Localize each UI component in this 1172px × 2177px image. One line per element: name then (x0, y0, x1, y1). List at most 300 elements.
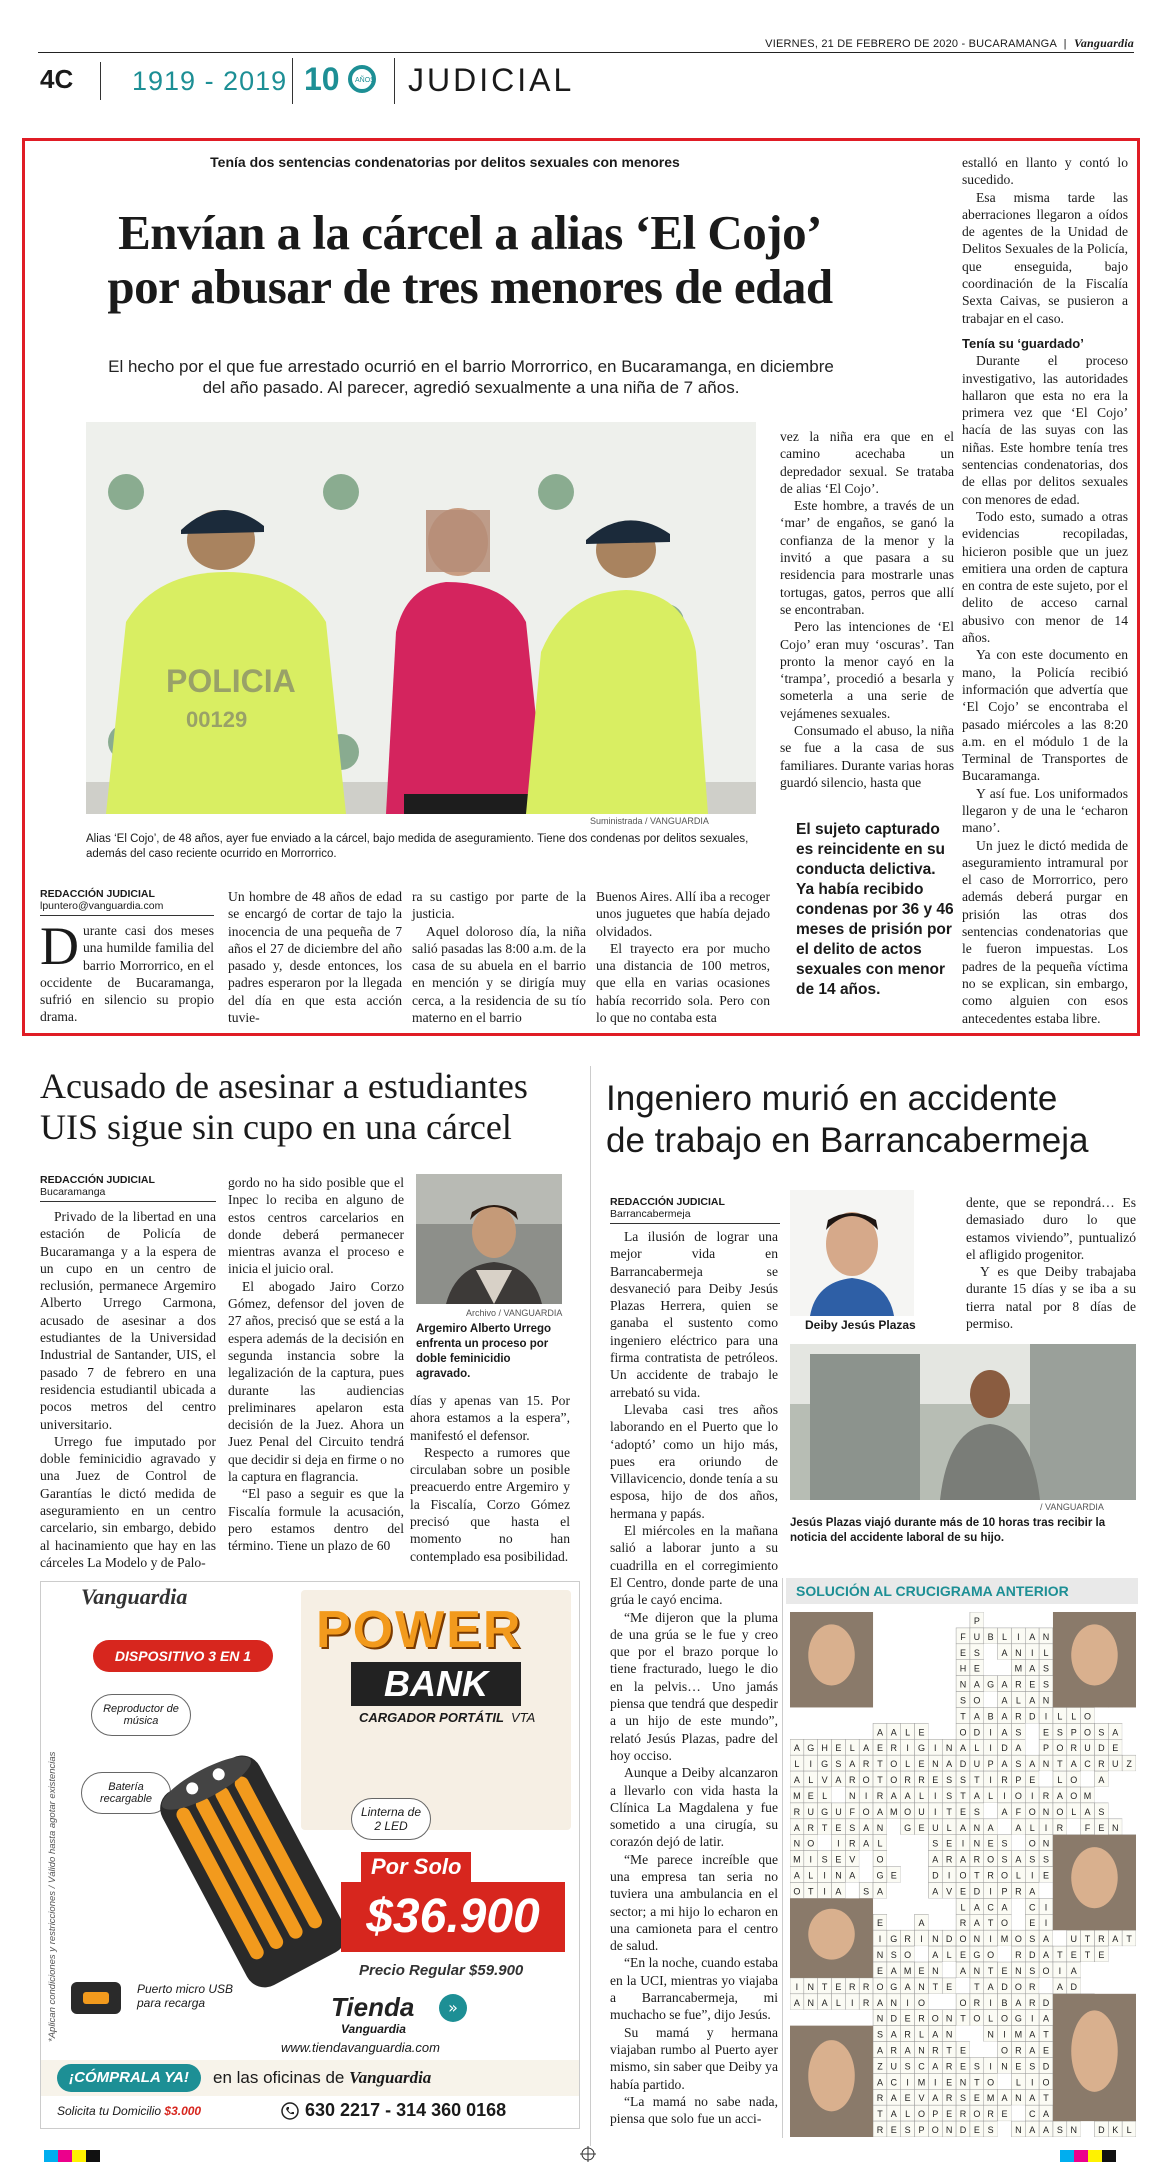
story-kicker: Tenía dos sentencias condenatorias por delitos sexuales con menores (210, 154, 680, 170)
crossword-cell (859, 1723, 873, 1739)
crossword-cell (1108, 1707, 1122, 1723)
crossword-cell (873, 1707, 887, 1723)
crossword-cell (1011, 1835, 1025, 1851)
crossword-cell (1108, 1803, 1122, 1819)
crossword-letter: P (1070, 1727, 1077, 1738)
crossword-letter: L (1057, 1711, 1063, 1722)
crossword-letter: U (1084, 1743, 1091, 1754)
crossword-letter: U (835, 1806, 842, 1817)
cyan-swatch (1060, 2150, 1074, 2162)
crossword-letter: A (1112, 1934, 1119, 1945)
crossword-letter: F (849, 1806, 856, 1817)
crossword-cell (984, 1803, 998, 1819)
crossword-cell (887, 1914, 901, 1930)
ad-product-sub: CARGADOR PORTÁTIL (359, 1710, 504, 1725)
crossword-letter: I (906, 1743, 909, 1754)
headline-line: Acusado de asesinar a estudiantes (40, 1066, 528, 1106)
crossword-letter: A (1001, 1679, 1008, 1690)
crossword-letter: E (987, 1838, 994, 1849)
crossword-cell (1067, 1819, 1081, 1835)
crossword-letter: O (890, 1759, 898, 1770)
crossword-letter: A (890, 1790, 897, 1801)
crossword-letter: E (1112, 1743, 1119, 1754)
crossword-cell (1025, 1739, 1039, 1755)
crossword-letter: P (1043, 1743, 1050, 1754)
crossword-letter: R (959, 2109, 967, 2120)
main-photo-caption: Alias ‘El Cojo’, de 48 años, ayer fue enviado a la cárcel, bajo medida de aseguramiento. Tiene dos condenas por delitos sexuales, además del caso reciente ocurrido en Morrorrico. (86, 833, 749, 860)
crossword-letter: R (904, 1934, 911, 1945)
crossword-letter: H (959, 1663, 967, 1674)
crossword-letter: A (959, 1854, 967, 1865)
crossword-letter: S (1029, 1965, 1036, 1976)
crossword-letter: S (1029, 2061, 1036, 2072)
paragraph: Un hombre de 48 años de edad se encargó de cortar de tajo la inocencia de una pequeña de 7 años el 27 de diciembre del año pasado y, desde entonces, los padres esperaron por la llegada del día en que esta acción tuvie- (228, 889, 402, 1026)
ad-cta-button[interactable]: ¡CÓMPRALA YA! (57, 2064, 201, 2092)
crossword-letter: S (946, 1790, 953, 1801)
crossword-letter: S (863, 1886, 870, 1897)
crossword-letter: C (987, 1902, 994, 1913)
crossword-cell (901, 1707, 915, 1723)
crossword-cell (942, 1676, 956, 1692)
crossword-letter: M (890, 1806, 898, 1817)
crossword-letter: I (989, 1727, 992, 1738)
crossword-letter: N (849, 1790, 856, 1801)
crossword-letter: V (918, 2093, 925, 2104)
svg-text:00129: 00129 (186, 707, 248, 732)
crossword-letter: L (946, 1950, 952, 1961)
crossword-letter: R (876, 2093, 884, 2104)
crossword-letter: I (989, 1934, 992, 1945)
crossword-cell (915, 1676, 929, 1692)
crossword-letter: A (835, 1886, 842, 1897)
crossword-cell (942, 1723, 956, 1739)
crossword-cell (1039, 1612, 1053, 1628)
paragraph: Durante el proceso investigativo, las autoridades hallaron que esta no era la primera vez que ‘El Cojo’ hacía de las suyas con las niñas. Este hombre tenía tres sentencias condenatorias, dos de ellas por delitos sexuales con menores de edad. (962, 353, 1128, 507)
crossword-cell (818, 1723, 832, 1739)
crossword-letter: M (1014, 1663, 1023, 1674)
crossword-letter: I (1003, 2029, 1006, 2040)
crossword-letter: E (1001, 2109, 1008, 2120)
pull-quote: El sujeto capturado es reincidente en su conducta delictiva. Ya había recibido condenas por 36 y 46 meses de prisión por el delito de actos sexuales con menor de 14 años. (796, 821, 954, 998)
crossword-cell (1039, 1978, 1053, 1994)
crossword-letter: N (1042, 1631, 1050, 1642)
crossword-letter: N (890, 1997, 898, 2008)
crossword-cell (887, 1676, 901, 1692)
crossword-letter: E (959, 1950, 967, 1961)
date-text: VIERNES, 21 DE FEBRERO DE 2020 - BUCARAMANGA (765, 38, 1057, 50)
crossword-cell (915, 1707, 929, 1723)
crossword-letter: D (959, 1759, 967, 1770)
crossword-letter: R (876, 1790, 884, 1801)
byline-place: Barrancabermeja (610, 1208, 691, 1220)
crossword-letter: R (904, 2029, 911, 2040)
crossword-cell (1094, 1787, 1108, 1803)
crossword-grid (790, 1612, 1136, 2137)
crossword-letter: I (823, 1886, 826, 1897)
ad-url[interactable]: www.tiendavanguardia.com (281, 2040, 440, 2055)
crossword-letter: E (1029, 1775, 1036, 1786)
crossword-cell (956, 2026, 970, 2042)
crossword-letter: L (905, 1759, 911, 1770)
black-swatch (86, 2150, 100, 2162)
crossword-letter: S (973, 1647, 980, 1658)
crossword-letter: F (1015, 1806, 1022, 1817)
headline-line: Envían a la cárcel a alias ‘El Cojo’ (118, 205, 822, 260)
crossword-letter: S (876, 2029, 883, 2040)
crossword-letter: G (821, 1759, 829, 1770)
crossword-letter: I (934, 1743, 937, 1754)
crossword-letter: E (890, 1870, 897, 1881)
crossword-letter: A (793, 1822, 800, 1833)
crossword-letter: A (1029, 1759, 1036, 1770)
crossword-letter: A (959, 1822, 967, 1833)
engineer-portrait (790, 1190, 914, 1316)
crossword-letter: R (1028, 1981, 1036, 1992)
paragraph: estalló en llanto y contó lo sucedido. (962, 155, 1128, 188)
crossword-letter: E (876, 1743, 883, 1754)
crossword-letter: A (1001, 1727, 1008, 1738)
crossword-letter: O (917, 2109, 925, 2120)
main-col-5 (780, 428, 954, 791)
crossword-letter: I (864, 1790, 868, 1801)
crossword-cell (832, 2010, 846, 2026)
crossword-cell (1108, 1787, 1122, 1803)
crossword-letter: I (795, 1981, 799, 1992)
uis-headline (40, 1066, 600, 1148)
crossword-cell (928, 1692, 942, 1708)
crossword-letter: S (1043, 1854, 1050, 1865)
crossword-letter: N (1015, 1647, 1022, 1658)
crossword-letter: E (1015, 2061, 1022, 2072)
crossword-letter: I (1030, 2077, 1034, 2088)
crossword-cell (915, 1867, 929, 1883)
crossword-letter: A (876, 1806, 883, 1817)
crossword-cell (1122, 1803, 1136, 1819)
ad-product-title-2: BANK (351, 1662, 521, 1706)
anniversary-logo (300, 56, 390, 100)
paragraph: Este hombre, a través de un ‘mar’ de engaños, se ganó la confianza de la menor y la invitó a que pasara a su residencia para mostrarle unas tortugas, gatos, perros que allí se encontraban. (780, 498, 954, 617)
crossword-letter: O (959, 1934, 967, 1945)
crossword-letter: L (1071, 1711, 1077, 1722)
crossword-letter: V (821, 1775, 828, 1786)
crossword-letter: A (1070, 1759, 1077, 1770)
brand-name: Vanguardia (1073, 36, 1134, 50)
crossword-letter: A (1056, 1790, 1063, 1801)
crossword-cell (901, 1867, 915, 1883)
crossword-letter: O (904, 1806, 912, 1817)
crossword-cell (1011, 1914, 1025, 1930)
crossword-letter: G (890, 1934, 898, 1945)
crossword-letter: R (945, 2061, 953, 2072)
crossword-letter: A (793, 1870, 800, 1881)
crossword-letter: A (1029, 1631, 1036, 1642)
crossword-letter: I (989, 1997, 992, 2008)
paragraph: urante casi dos meses una humilde familia del barrio Morrorrico, en el occidente de Bucaramanga, sufrió en silencio su propio drama. (40, 923, 214, 1025)
engineer-photo-caption: Jesús Plazas viajó durante más de 10 horas tras recibir la noticia del accidente laboral de su hijo. (790, 1517, 1106, 1544)
crossword-letter: O (931, 2013, 939, 2024)
paragraph: El trayecto era por mucho una distancia de 100 metros, que ella en varias ocasiones había recorrido sola. Pero con lo que no contaba esta (596, 940, 770, 1026)
crossword-portrait (790, 1898, 873, 1978)
crossword-letter: T (1043, 2093, 1049, 2104)
crossword-letter: R (1056, 1822, 1064, 1833)
print-registration-marks (44, 2150, 100, 2162)
crossword-letter: A (1001, 1759, 1008, 1770)
paragraph: vez la niña era que en el camino acechaba un depredador sexual. Se trataba de alias ‘El Cojo’. (780, 429, 954, 496)
crossword-cell (942, 1962, 956, 1978)
crossword-letter: A (835, 1775, 842, 1786)
crossword-cell (845, 2010, 859, 2026)
byline-name: REDACCIÓN JUDICIAL (610, 1196, 725, 1208)
crossword-portrait (790, 1612, 873, 1707)
crossword-letter: O (987, 1854, 995, 1865)
crossword-letter: R (987, 1870, 994, 1881)
crossword-letter: E (1098, 1822, 1105, 1833)
crossword-letter: E (876, 1965, 883, 1976)
crossword-letter: F (960, 1631, 966, 1642)
crossword-letter: A (1029, 2045, 1036, 2056)
crossword-cell (873, 1676, 887, 1692)
crossword-letter: N (1042, 1838, 1050, 1849)
crossword-letter: T (987, 1965, 994, 1976)
crossword-letter: L (1071, 1806, 1077, 1817)
crossword-cell (928, 1994, 942, 2010)
crossword-letter: N (1015, 2093, 1022, 2104)
crossword-cell (1108, 1962, 1122, 1978)
crossword-cell (1081, 1962, 1095, 1978)
crossword-letter: S (973, 1806, 980, 1817)
crossword-cell (901, 1835, 915, 1851)
crossword-letter: G (1014, 2013, 1022, 2024)
crossword-cell (901, 1628, 915, 1644)
crossword-cell (845, 1707, 859, 1723)
crossword-letter: U (973, 1759, 981, 1770)
crossword-letter: N (959, 1679, 967, 1690)
crossword-letter: R (1070, 1743, 1077, 1754)
crossword-cell (942, 1628, 956, 1644)
ad-side-note: *Aplican condiciones y restricciones / Válido hasta agotar existencias (47, 1751, 58, 2042)
crossword-letter: L (974, 1743, 980, 1754)
crossword-letter: R (1042, 1790, 1050, 1801)
headline-line: por abusar de tres menores de edad (107, 259, 833, 314)
ad-badge: DISPOSITIVO 3 EN 1 (93, 1640, 273, 1672)
usb-icon (71, 1982, 121, 2014)
crossword-letter: R (1028, 1997, 1036, 2008)
crossword-letter: C (918, 2061, 925, 2072)
crossword-letter: S (1029, 1934, 1036, 1945)
paragraph: dente, que se repondrá… Es demasiado duro lo que estamos viviendo”, puntualizó el afligido progenitor. (966, 1195, 1136, 1262)
uis-col-1 (40, 1208, 216, 1571)
crossword-letter: R (849, 1775, 856, 1786)
crossword-cell (859, 1867, 873, 1883)
crossword-letter: O (1001, 1870, 1009, 1881)
crossword-letter: A (1098, 1775, 1105, 1786)
column-divider (590, 1066, 591, 2146)
crossword-cell (928, 1723, 942, 1739)
paragraph: “En la noche, cuando estaba en la UCI, mientras yo viajaba a Barrancabermeja, mi muchacho se fue”, dijo Jesús. (610, 1955, 778, 2023)
crossword-letter: A (876, 2045, 883, 2056)
crossword-letter: A (932, 1886, 939, 1897)
crossword-letter: O (1014, 1790, 1022, 1801)
crossword-letter: S (1015, 1759, 1022, 1770)
crossword-cell (873, 1644, 887, 1660)
crossword-letter: R (793, 1806, 801, 1817)
crossword-letter: E (835, 1743, 842, 1754)
crossword-letter: S (1056, 1727, 1063, 1738)
crossword-letter: O (1014, 1981, 1022, 1992)
svg-text:10: 10 (304, 61, 340, 97)
crossword-letter: A (932, 2061, 939, 2072)
phone-icon (281, 2102, 299, 2120)
crossword-letter: I (934, 1806, 937, 1817)
crossword-letter: I (878, 1934, 882, 1945)
crossword-cell (1081, 1771, 1095, 1787)
crossword-letter: G (807, 1743, 815, 1754)
crossword-cell (818, 1707, 832, 1723)
crossword-letter: N (1001, 2061, 1008, 2072)
crossword-letter: A (1056, 1981, 1063, 1992)
crossword-cell (1011, 1612, 1025, 1628)
crossword-title: SOLUCIÓN AL CRUCIGRAMA ANTERIOR (796, 1583, 1069, 1599)
power-bank-ad[interactable] (40, 1581, 580, 2129)
main-byline (40, 888, 214, 916)
crossword-cell (1122, 1723, 1136, 1739)
crossword-letter: I (1030, 2013, 1034, 2024)
crossword-letter: N (1015, 1965, 1022, 1976)
crossword-letter: O (876, 1981, 884, 1992)
uis-photo-caption: Argemiro Alberto Urrego enfrenta un proceso por doble feminicidio agravado. (416, 1323, 552, 1380)
crossword-letter: A (793, 1775, 800, 1786)
crossword-letter: L (849, 1743, 855, 1754)
engineer-portrait-caption: Deiby Jesús Plazas (805, 1318, 916, 1332)
crossword-letter: Z (877, 2061, 883, 2072)
paragraph: Aunque a Deiby alcanzaron a llevarlo con vida hasta la Clínica La Magdalena y fue sometido a una cirugía, su corazón dejó de latir. (610, 1765, 778, 1850)
crossword-cell (915, 1660, 929, 1676)
crossword-letter: N (932, 1965, 939, 1976)
crossword-letter: T (1057, 1950, 1063, 1961)
crossword-letter: N (1042, 1759, 1050, 1770)
ad-price: $36.900 (341, 1882, 565, 1952)
crossword-cell (1122, 1787, 1136, 1803)
crossword-letter: O (1042, 2077, 1050, 2088)
header-rule (38, 52, 1134, 53)
crossword-letter: I (989, 1886, 992, 1897)
crossword-cell (915, 1612, 929, 1628)
crossword-letter: D (932, 1870, 939, 1881)
crossword-letter: A (863, 1743, 870, 1754)
crossword-letter: A (876, 1727, 883, 1738)
crossword-letter: N (1042, 1806, 1050, 1817)
crossword-cell (1011, 2105, 1025, 2121)
crossword-letter: R (890, 1743, 898, 1754)
crossword-letter: L (1057, 1775, 1063, 1786)
uis-col-3 (410, 1392, 570, 1565)
crossword-cell (901, 1660, 915, 1676)
crossword-letter: S (1098, 1806, 1105, 1817)
crossword-letter: A (959, 1965, 967, 1976)
crossword-letter: M (917, 2077, 926, 2088)
crossword-cell (956, 1612, 970, 1628)
crossword-letter: O (1056, 1806, 1064, 1817)
paragraph: “Me parece increíble que una empresa tan seria no tuviera una ambulancia en el sector; a mi hijo lo echaron en una camioneta para el centro de salud. (610, 1851, 778, 1954)
crossword-cell (928, 1644, 942, 1660)
crossword-letter: L (1043, 1647, 1049, 1658)
crossword-letter: P (918, 2125, 925, 2136)
crossword-letter: S (890, 1950, 897, 1961)
header-divider (100, 62, 101, 100)
ad-feature-1: Reproductor de música (91, 1694, 191, 1736)
crossword-letter: O (1084, 1711, 1092, 1722)
crossword-letter: U (918, 1806, 925, 1817)
crossword-cell (887, 1851, 901, 1867)
crossword-letter: E (1043, 1870, 1050, 1881)
crossword-letter: A (932, 1854, 939, 1865)
main-photo (86, 422, 756, 814)
crossword-letter: S (959, 2093, 967, 2104)
crossword-cell (1122, 1819, 1136, 1835)
crossword-letter: A (890, 2109, 897, 2120)
crossword-letter: R (807, 1822, 815, 1833)
crossword-letter: A (1015, 1822, 1022, 1833)
crossword-letter: N (973, 1965, 981, 1976)
crossword-letter: E (890, 2125, 897, 2136)
crossword-letter: I (851, 1997, 854, 2008)
ad-feature-3: Linterna de 2 LED (351, 1798, 431, 1840)
crossword-letter: A (890, 1727, 897, 1738)
crossword-letter: I (906, 1997, 909, 2008)
paragraph: Y es que Deiby trabajaba durante 15 días y se iba a su tierra natal por 8 días de permiso. (966, 1264, 1136, 1332)
subheading: Tenía su ‘guardado’ (962, 335, 1084, 351)
crossword-letter: N (876, 1950, 884, 1961)
crossword-letter: D (1042, 2061, 1050, 2072)
crossword-letter: I (989, 1775, 992, 1786)
crossword-cell (915, 1692, 929, 1708)
crossword-letter: T (821, 1981, 828, 1992)
crossword-letter: A (890, 1965, 897, 1976)
crossword-letter: R (973, 1997, 981, 2008)
crossword-letter: G (904, 1822, 912, 1833)
crossword-letter: R (959, 1918, 967, 1929)
crossword-cell (1094, 1707, 1108, 1723)
crossword-letter: D (959, 2125, 967, 2136)
crossword-letter: I (809, 1854, 813, 1865)
crossword-letter: N (987, 2029, 994, 2040)
paragraph: Un juez le dictó medida de aseguramiento intramural por el caso de Morrorrico, pero además deberá purgar en prisión las otras dos sentencias condenatorias que le fueron impuestas. Los padres de la pequeña víctima no se explican, sin embargo, como alguien con esos antecedentes estaba libre. (962, 837, 1128, 1026)
crossword-letter: T (877, 1775, 883, 1786)
crossword-cell (928, 1612, 942, 1628)
crossword-letter: I (1058, 1965, 1062, 1976)
ad-brand: Vanguardia (81, 1584, 188, 1609)
ad-store: Tienda (331, 1992, 415, 2022)
main-col-4 (596, 888, 770, 1026)
lead-line: El hecho por el que fue arrestado ocurrió en el barrio Morrorrico, en Bucaramanga, en diciembre (108, 357, 834, 376)
crossword-letter: S (1001, 1838, 1008, 1849)
engineer-col-1 (610, 1228, 778, 2127)
crossword-cell (1053, 1930, 1067, 1946)
crossword-letter: R (918, 2013, 925, 2024)
crossword-letter: S (1043, 1679, 1050, 1690)
crossword-letter: O (1028, 1806, 1036, 1817)
crossword-letter: T (821, 1822, 828, 1833)
crossword-letter: N (945, 2125, 953, 2136)
crossword-letter: E (807, 1790, 814, 1801)
crossword-cell (887, 1644, 901, 1660)
crossword-letter: N (918, 2045, 925, 2056)
crossword-letter: L (960, 1902, 966, 1913)
crossword-cell (859, 1707, 873, 1723)
crossword-letter: E (973, 2125, 980, 2136)
crossword-letter: R (1015, 2045, 1022, 2056)
crossword-cell (790, 1707, 804, 1723)
